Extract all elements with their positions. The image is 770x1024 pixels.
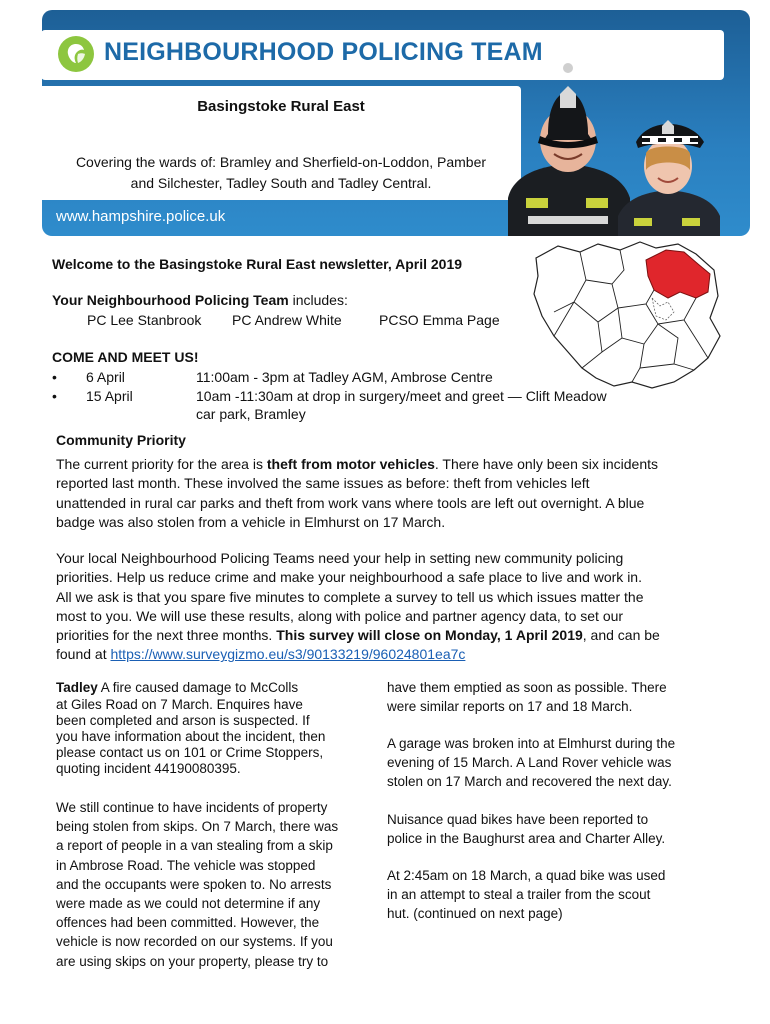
event-detail: 10am -11:30am at drop in surgery/meet and greet — Clift Meadow xyxy=(196,388,607,404)
event-detail: car park, Bramley xyxy=(196,406,306,422)
welcome-heading: Welcome to the Basingstoke Rural East newsletter, April 2019 xyxy=(52,256,463,272)
event-date: 15 April xyxy=(86,388,133,404)
event-detail: 11:00am - 3pm at Tadley AGM, Ambrose Centre xyxy=(196,369,493,385)
wards-text: Covering the wards of: Bramley and Sherfield-on-Loddon, Pamber and Silchester, Tadley South and Tadley Central. xyxy=(75,154,487,191)
event-date: 6 April xyxy=(86,369,125,385)
ward-map xyxy=(528,240,724,390)
survey-link[interactable]: https://www.surveygizmo.eu/s3/90133219/96024801ea7c xyxy=(110,646,466,663)
right-paragraph-2: A garage was broken into at Elmhurst during the evening of 15 March. A Land Rover vehicle was stolen on 17 March and recovered the next day. xyxy=(387,736,676,790)
team-heading: Your Neighbourhood Policing Team includes: xyxy=(52,292,348,308)
right-paragraph-4: At 2:45am on 18 March, a quad bike was used in an attempt to steal a trailer from the scout hut. (continued on next page) xyxy=(387,868,666,922)
hampshire-logo-icon xyxy=(58,36,94,72)
banner-title: NEIGHBOURHOOD POLICING TEAM xyxy=(104,38,543,66)
meet-heading: COME AND MEET US! xyxy=(52,349,199,365)
team-area-title: Basingstoke Rural East xyxy=(197,98,365,115)
team-member: PC Lee Stanbrook xyxy=(87,312,202,328)
team-member: PCSO Emma Page xyxy=(379,312,500,328)
event-bullet: • xyxy=(52,388,57,404)
police-officers-image xyxy=(468,48,750,236)
skips-paragraph: We still continue to have incidents of property being stolen from skips. On 7 March, there was a report of people in a van stealing from a skip in Ambrose Road. The vehicle was stopped and the occupants were spoken to. No arrests were made as we could not determine if any offences had been committed. However, the vehicle is now recorded on our systems. If you are using skips on your property, please try to xyxy=(56,800,339,969)
right-paragraph-3: Nuisance quad bikes have been reported to police in the Baughurst area and Charter Alley. xyxy=(387,812,666,847)
website-link[interactable]: www.hampshire.police.uk xyxy=(56,208,226,225)
team-member: PC Andrew White xyxy=(232,312,342,328)
priority-heading: Community Priority xyxy=(56,432,186,448)
tadley-paragraph: Tadley A fire caused damage to McColls at Giles Road on 7 March. Enquires have been completed and arson is suspected. If you have information about the incident, then please contact us on 101 or Crime Stoppers, quoting incident 44190080395. xyxy=(56,680,326,777)
survey-paragraph: Your local Neighbourhood Policing Teams need your help in setting new community policing priorities. Help us reduce crime and make your neighbourhood a safe place to live and work in. All we ask is that you spare five minutes to complete a survey to tell us which issues matter the most to you. We will use these results, along with police and partner agency data, to set our priorities for the next three months. This survey will close on Monday, 1 April 2019, and can be found at https://www.surveygizmo.eu/s3/90133219/96024801ea7c xyxy=(56,550,660,663)
priority-paragraph: The current priority for the area is theft from motor vehicles. There have only been six incidents reported last month. These involved the same issues as before: theft from vehicles left unattended in rural car parks and theft from work vans where tools are left out overnight. A blue badge was also stolen from a vehicle in Elmhurst on 17 March. xyxy=(56,456,659,530)
right-paragraph-1: have them emptied as soon as possible. There were similar reports on 17 and 18 March. xyxy=(387,680,667,715)
event-bullet: • xyxy=(52,369,57,385)
